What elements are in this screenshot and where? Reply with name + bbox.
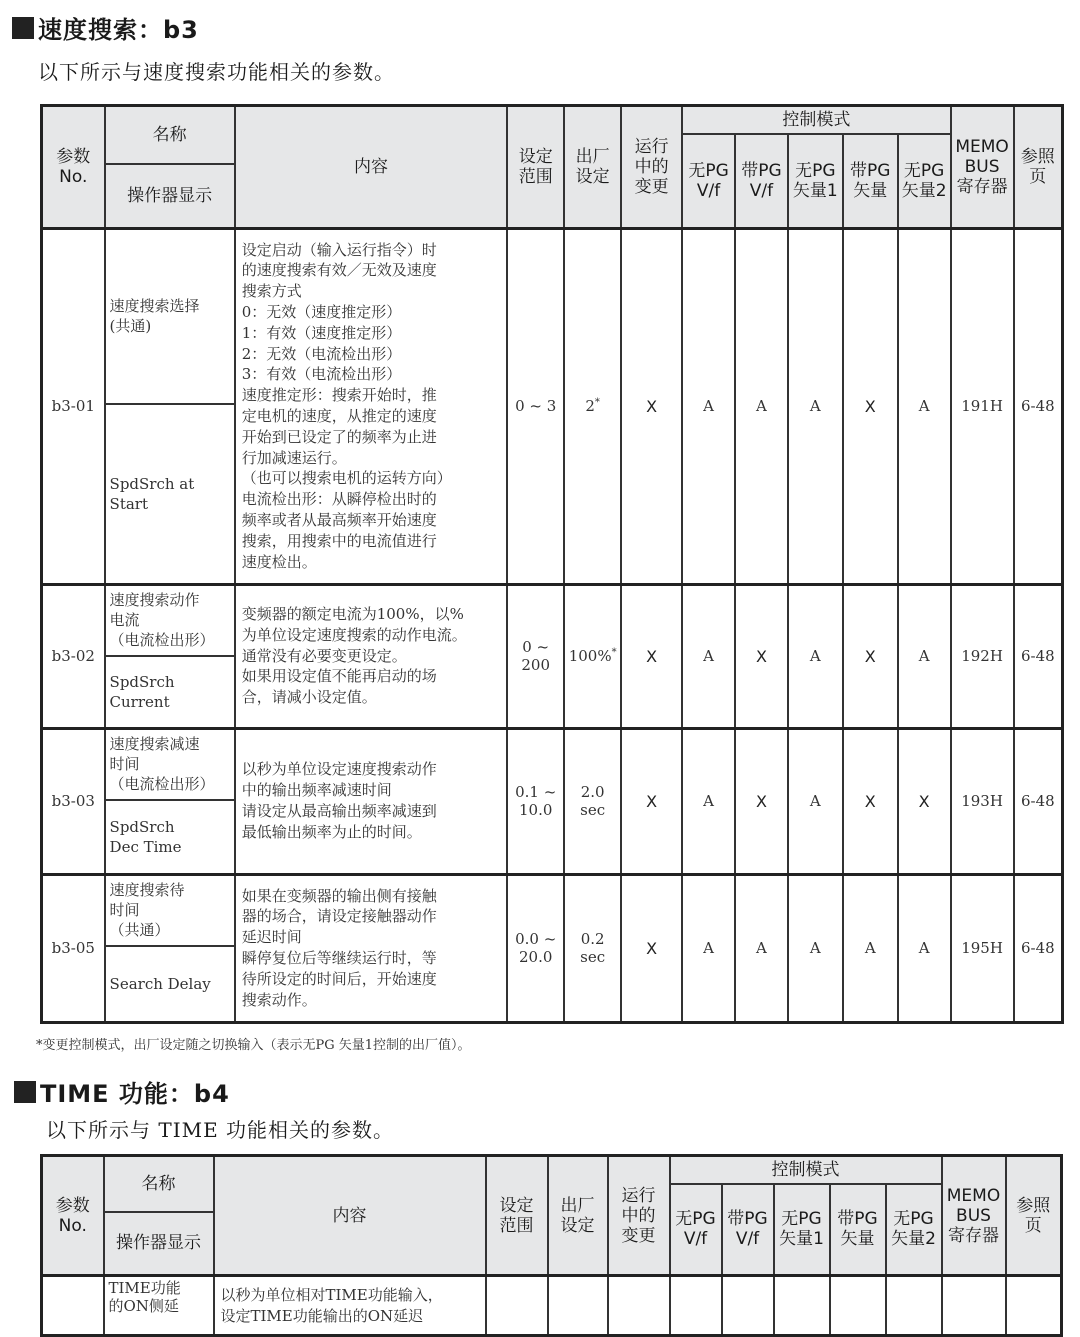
content-line: 待所设定的时间后，开始速度	[241, 969, 437, 988]
header-setting-range	[486, 1156, 548, 1276]
mode-cell	[670, 1276, 722, 1336]
name-cn-cell	[105, 874, 235, 946]
mode-cell: A	[788, 728, 843, 874]
content-line: 开始到已设定了的频率为止进	[241, 427, 437, 446]
factory-star-marker: *	[611, 647, 617, 658]
name-line: TIME功能	[108, 1279, 181, 1297]
range-line: 0.1 ~	[515, 783, 557, 801]
footnote: *变更控制模式，出厂设定随之切换输入（表示无PG 矢量1控制的出厂值）。	[36, 1038, 471, 1053]
operator-display-cell	[105, 946, 235, 1022]
range-cell	[507, 228, 564, 584]
ref-page-cell: 6-48	[1014, 584, 1063, 728]
table-row	[42, 584, 1063, 656]
name-cell	[104, 1276, 214, 1336]
header-change-during-run	[621, 106, 682, 229]
operator-display-line: SpdSrch	[109, 817, 175, 836]
range-line: 200	[521, 656, 551, 674]
header-factory-line2: 设定	[560, 1215, 595, 1236]
content-line: 设定TIME功能输出的ON延迟	[220, 1306, 424, 1325]
content-line: 为单位设定速度搜索的动作电流。	[241, 625, 467, 644]
factory-cell	[564, 584, 621, 728]
header-param-no-line2: No.	[59, 166, 88, 187]
factory-cell	[548, 1276, 608, 1336]
header-ref-page	[1014, 106, 1063, 229]
section-title-text: TIME 功能：b4	[40, 1080, 230, 1108]
factory-line	[565, 647, 620, 665]
factory-line	[565, 801, 620, 819]
parameter-table-b3	[40, 104, 1064, 1024]
header-mode-3	[774, 1184, 830, 1276]
header-change-line2: 中的	[634, 156, 669, 177]
change-cell: X	[621, 228, 682, 584]
factory-value: 100%	[568, 647, 612, 665]
header-memobus-line1: MEMO	[946, 1185, 1001, 1206]
header-memobus	[951, 106, 1014, 229]
header-change-line1: 运行	[634, 136, 669, 157]
content-line: 通常没有必要变更设定。	[241, 646, 407, 665]
operator-display-cell	[105, 800, 235, 874]
header-setting-range-line1: 设定	[518, 146, 553, 167]
content-line: 频率或者从最高频率开始速度	[241, 510, 437, 529]
content-line: 搜索，用搜索中的电流值进行	[241, 531, 437, 550]
mode-cell: A	[843, 874, 898, 1022]
range-cell	[486, 1276, 548, 1336]
header-name: 名称	[105, 106, 235, 165]
header-factory-line1: 出厂	[560, 1195, 595, 1216]
header-operator-display: 操作器显示	[105, 164, 235, 228]
content-cell	[214, 1276, 486, 1336]
name-cn-line: 时间	[109, 755, 140, 774]
table-row	[42, 728, 1063, 800]
section-title-text: 速度搜索：b3	[38, 16, 199, 44]
name-cn-line: 速度搜索待	[109, 881, 185, 900]
operator-display-line: SpdSrch at	[109, 474, 195, 493]
header-factory-line2: 设定	[575, 166, 610, 187]
content-cell	[235, 728, 508, 874]
table-row	[42, 228, 1063, 404]
header-factory-setting	[548, 1156, 608, 1276]
content-line: 以秒为单位相对TIME功能输入，	[220, 1286, 443, 1304]
content-line: 定电机的速度，从推定的速度	[241, 407, 437, 425]
mode2-line1: 带PG	[727, 1209, 768, 1230]
param-no-cell: b3-03	[42, 728, 105, 874]
mode1-line1: 无PG	[675, 1209, 716, 1230]
header-control-mode: 控制模式	[682, 106, 950, 134]
content-line: 速度检出。	[241, 552, 317, 571]
header-content: 内容	[235, 106, 508, 229]
memobus-cell: 191H	[951, 228, 1014, 584]
mode-cell: A	[788, 584, 843, 728]
name-cn-line: (共通)	[109, 317, 152, 336]
header-mode-5	[898, 134, 951, 229]
header-memobus-line2: BUS	[956, 1205, 991, 1226]
param-no-cell: b3-05	[42, 874, 105, 1022]
mode5-line1: 无PG	[893, 1209, 934, 1230]
mode-cell: A	[735, 228, 788, 584]
header-mode-2	[722, 1184, 774, 1276]
header-change-line3: 变更	[621, 1225, 656, 1246]
range-cell	[507, 584, 564, 728]
header-ref-line1: 参照	[1020, 146, 1055, 167]
factory-cell	[564, 228, 621, 584]
header-mode-4	[830, 1184, 886, 1276]
header-mode-1	[682, 134, 735, 229]
content-line: 以秒为单位设定速度搜索动作	[241, 760, 437, 779]
content-line: 行加减速运行。	[241, 448, 347, 467]
param-no-cell: b3-01	[42, 228, 105, 584]
operator-display-line: Search Delay	[109, 974, 211, 993]
content-line: 最低输出频率为止的时间。	[241, 822, 422, 841]
header-mode-2	[735, 134, 788, 229]
content-line: 请设定从最高输出频率减速到	[241, 802, 437, 820]
mode-cell: A	[682, 874, 735, 1022]
mode4-line1: 带PG	[837, 1209, 878, 1230]
factory-value: 2	[585, 397, 595, 415]
param-no-cell: b3-02	[42, 584, 105, 728]
mode2-line2: V/f	[749, 180, 774, 201]
header-mode-4	[843, 134, 898, 229]
mode2-line2: V/f	[735, 1229, 760, 1250]
section-title-time-function	[14, 1074, 230, 1109]
operator-display-cell	[105, 404, 235, 584]
name-cn-cell	[105, 728, 235, 800]
mode2-line1: 带PG	[741, 160, 782, 181]
mode3-line1: 无PG	[795, 160, 836, 181]
change-cell	[608, 1276, 670, 1336]
content-line: 0：无效（速度推定形）	[241, 303, 402, 322]
header-ref-line2: 页	[1024, 1215, 1042, 1236]
header-memobus-line1: MEMO	[955, 136, 1009, 157]
mode-cell: A	[788, 874, 843, 1022]
section-description: 以下所示与 TIME 功能相关的参数。	[46, 1118, 395, 1142]
mode-cell: X	[898, 728, 951, 874]
name-cn-line: 速度搜索动作	[109, 591, 200, 610]
mode-cell: A	[898, 228, 951, 584]
content-line: 速度推定形：搜索开始时，推	[241, 386, 437, 405]
mode-cell: X	[843, 728, 898, 874]
content-line: 变频器的额定电流为100%，以%	[241, 605, 464, 623]
factory-value: 2.0	[580, 783, 605, 801]
mode-cell: X	[735, 584, 788, 728]
name-cn-line: （共通）	[109, 921, 170, 940]
header-mode-3	[788, 134, 843, 229]
content-cell	[235, 584, 508, 728]
header-mode-1	[670, 1184, 722, 1276]
mode4-line2: 矢量	[853, 180, 888, 201]
header-param-no-line1: 参数	[56, 146, 91, 167]
mode5-line2: 矢量2	[891, 1229, 936, 1250]
mode-cell: A	[898, 874, 951, 1022]
header-control-mode: 控制模式	[670, 1156, 942, 1184]
content-cell	[235, 874, 508, 1022]
header-memobus-line3: 寄存器	[956, 176, 1008, 197]
header-mode-5	[886, 1184, 942, 1276]
mode-cell	[774, 1276, 830, 1336]
mode-cell: A	[735, 874, 788, 1022]
header-setting-range-line1: 设定	[499, 1195, 534, 1216]
name-line: 的ON侧延	[108, 1297, 179, 1315]
mode1-line2: V/f	[696, 180, 721, 201]
change-cell: X	[621, 874, 682, 1022]
header-operator-display: 操作器显示	[104, 1212, 214, 1276]
name-cn-line: 速度搜索减速	[109, 735, 200, 754]
square-bullet-icon	[12, 17, 34, 39]
name-cn-line: （电流检出形）	[109, 775, 215, 794]
header-change-during-run	[608, 1156, 670, 1276]
factory-cell	[564, 874, 621, 1022]
operator-display-cell	[105, 656, 235, 728]
content-line: 器的场合，请设定接触器动作	[241, 907, 437, 926]
header-change-line3: 变更	[634, 176, 669, 197]
operator-display-line: SpdSrch	[109, 672, 175, 691]
header-param-no	[42, 106, 105, 229]
header-memobus	[942, 1156, 1006, 1276]
header-ref-line1: 参照	[1016, 1195, 1051, 1216]
mode1-line1: 无PG	[688, 160, 729, 181]
section-title-speed-search	[12, 10, 199, 45]
header-param-no-line2: No.	[58, 1215, 87, 1236]
header-change-line1: 运行	[621, 1185, 656, 1206]
mode-cell: A	[682, 728, 735, 874]
header-memobus-line3: 寄存器	[948, 1225, 999, 1246]
mode-cell: A	[788, 228, 843, 584]
factory-value: sec	[580, 948, 606, 966]
operator-display-line: Dec Time	[109, 837, 182, 856]
mode-cell: X	[735, 728, 788, 874]
name-cn-line: 电流	[109, 611, 140, 630]
memobus-cell: 192H	[951, 584, 1014, 728]
content-line: 瞬停复位后等继续运行时，等	[241, 949, 437, 967]
mode1-line2: V/f	[683, 1229, 708, 1250]
content-line: 2：无效（电流检出形）	[241, 344, 402, 363]
ref-page-cell: 6-48	[1014, 228, 1063, 584]
content-line: 设定启动（输入运行指令）时	[241, 240, 437, 259]
parameter-table-b4	[40, 1154, 1063, 1337]
factory-star-marker: *	[594, 397, 600, 408]
ref-page-cell: 6-48	[1014, 728, 1063, 874]
factory-value: sec	[580, 801, 606, 819]
mode3-line1: 无PG	[781, 1209, 822, 1230]
section-description: 以下所示与速度搜索功能相关的参数。	[38, 60, 395, 84]
content-line: 如果用设定值不能再启动的场	[241, 667, 437, 686]
name-cn-line: 时间	[109, 901, 140, 920]
mode4-line2: 矢量	[840, 1229, 875, 1250]
content-line: 如果在变频器的输出侧有接触	[241, 886, 437, 905]
content-line: 的速度搜索有效／无效及速度	[241, 261, 437, 280]
header-param-no-line1: 参数	[55, 1195, 90, 1216]
range-line: 0 ~ 3	[515, 397, 557, 415]
mode-cell	[886, 1276, 942, 1336]
factory-line	[565, 930, 620, 948]
content-line: 3：有效（电流检出形）	[241, 365, 402, 384]
mode3-line2: 矢量1	[779, 1229, 824, 1250]
operator-display-line: Current	[109, 692, 170, 711]
factory-line	[565, 948, 620, 966]
mode4-line1: 带PG	[850, 160, 891, 181]
name-cn-line: （电流检出形）	[109, 631, 215, 650]
content-line: 1：有效（速度推定形）	[241, 323, 402, 342]
mode-cell	[830, 1276, 886, 1336]
memobus-cell	[942, 1276, 1006, 1336]
ref-page-cell	[1006, 1276, 1062, 1336]
ref-page-cell: 6-48	[1014, 874, 1063, 1022]
range-line: 10.0	[519, 801, 553, 819]
mode-cell: A	[682, 228, 735, 584]
memobus-cell: 193H	[951, 728, 1014, 874]
factory-value: 0.2	[580, 930, 605, 948]
mode-cell: A	[898, 584, 951, 728]
square-bullet-icon	[14, 1081, 36, 1103]
name-cn-cell	[105, 228, 235, 404]
header-name: 名称	[104, 1156, 214, 1212]
content-line: 搜索方式	[241, 282, 302, 301]
range-line: 0.0 ~	[515, 930, 557, 948]
param-no-cell	[42, 1276, 104, 1336]
factory-line	[565, 783, 620, 801]
mode5-line2: 矢量2	[901, 180, 947, 201]
header-setting-range-line2: 范围	[518, 166, 553, 187]
content-line: 搜索动作。	[241, 990, 317, 1009]
header-factory-setting	[564, 106, 621, 229]
content-line: （也可以搜索电机的运转方向）	[241, 469, 452, 488]
name-cn-cell	[105, 584, 235, 656]
name-cn-line: 速度搜索选择	[109, 297, 200, 316]
header-change-line2: 中的	[621, 1205, 656, 1226]
header-param-no	[42, 1156, 104, 1276]
header-setting-range	[507, 106, 564, 229]
change-cell: X	[621, 728, 682, 874]
operator-display-line: Start	[109, 494, 148, 513]
memobus-cell: 195H	[951, 874, 1014, 1022]
range-cell	[507, 874, 564, 1022]
mode-cell: X	[843, 228, 898, 584]
header-setting-range-line2: 范围	[499, 1215, 534, 1236]
content-line: 中的输出频率减速时间	[241, 781, 392, 800]
change-cell: X	[621, 584, 682, 728]
mode-cell: X	[843, 584, 898, 728]
factory-cell	[564, 728, 621, 874]
mode5-line1: 无PG	[903, 160, 945, 181]
table-row	[42, 1276, 1062, 1336]
mode-cell: A	[682, 584, 735, 728]
header-ref-page	[1006, 1156, 1062, 1276]
header-content: 内容	[214, 1156, 486, 1276]
mode-cell	[722, 1276, 774, 1336]
header-memobus-line2: BUS	[964, 156, 1000, 177]
content-line: 延迟时间	[241, 928, 302, 947]
range-line: 0 ~	[522, 638, 550, 656]
content-cell	[235, 228, 508, 584]
content-line: 电流检出形：从瞬停检出时的	[241, 490, 437, 509]
header-factory-line1: 出厂	[575, 146, 610, 167]
mode3-line2: 矢量1	[792, 180, 838, 201]
content-line: 合，请减小设定值。	[241, 688, 377, 707]
header-ref-line2: 页	[1029, 166, 1047, 187]
table-row	[42, 874, 1063, 946]
range-cell	[507, 728, 564, 874]
factory-line	[565, 397, 620, 415]
range-line: 20.0	[519, 948, 553, 966]
